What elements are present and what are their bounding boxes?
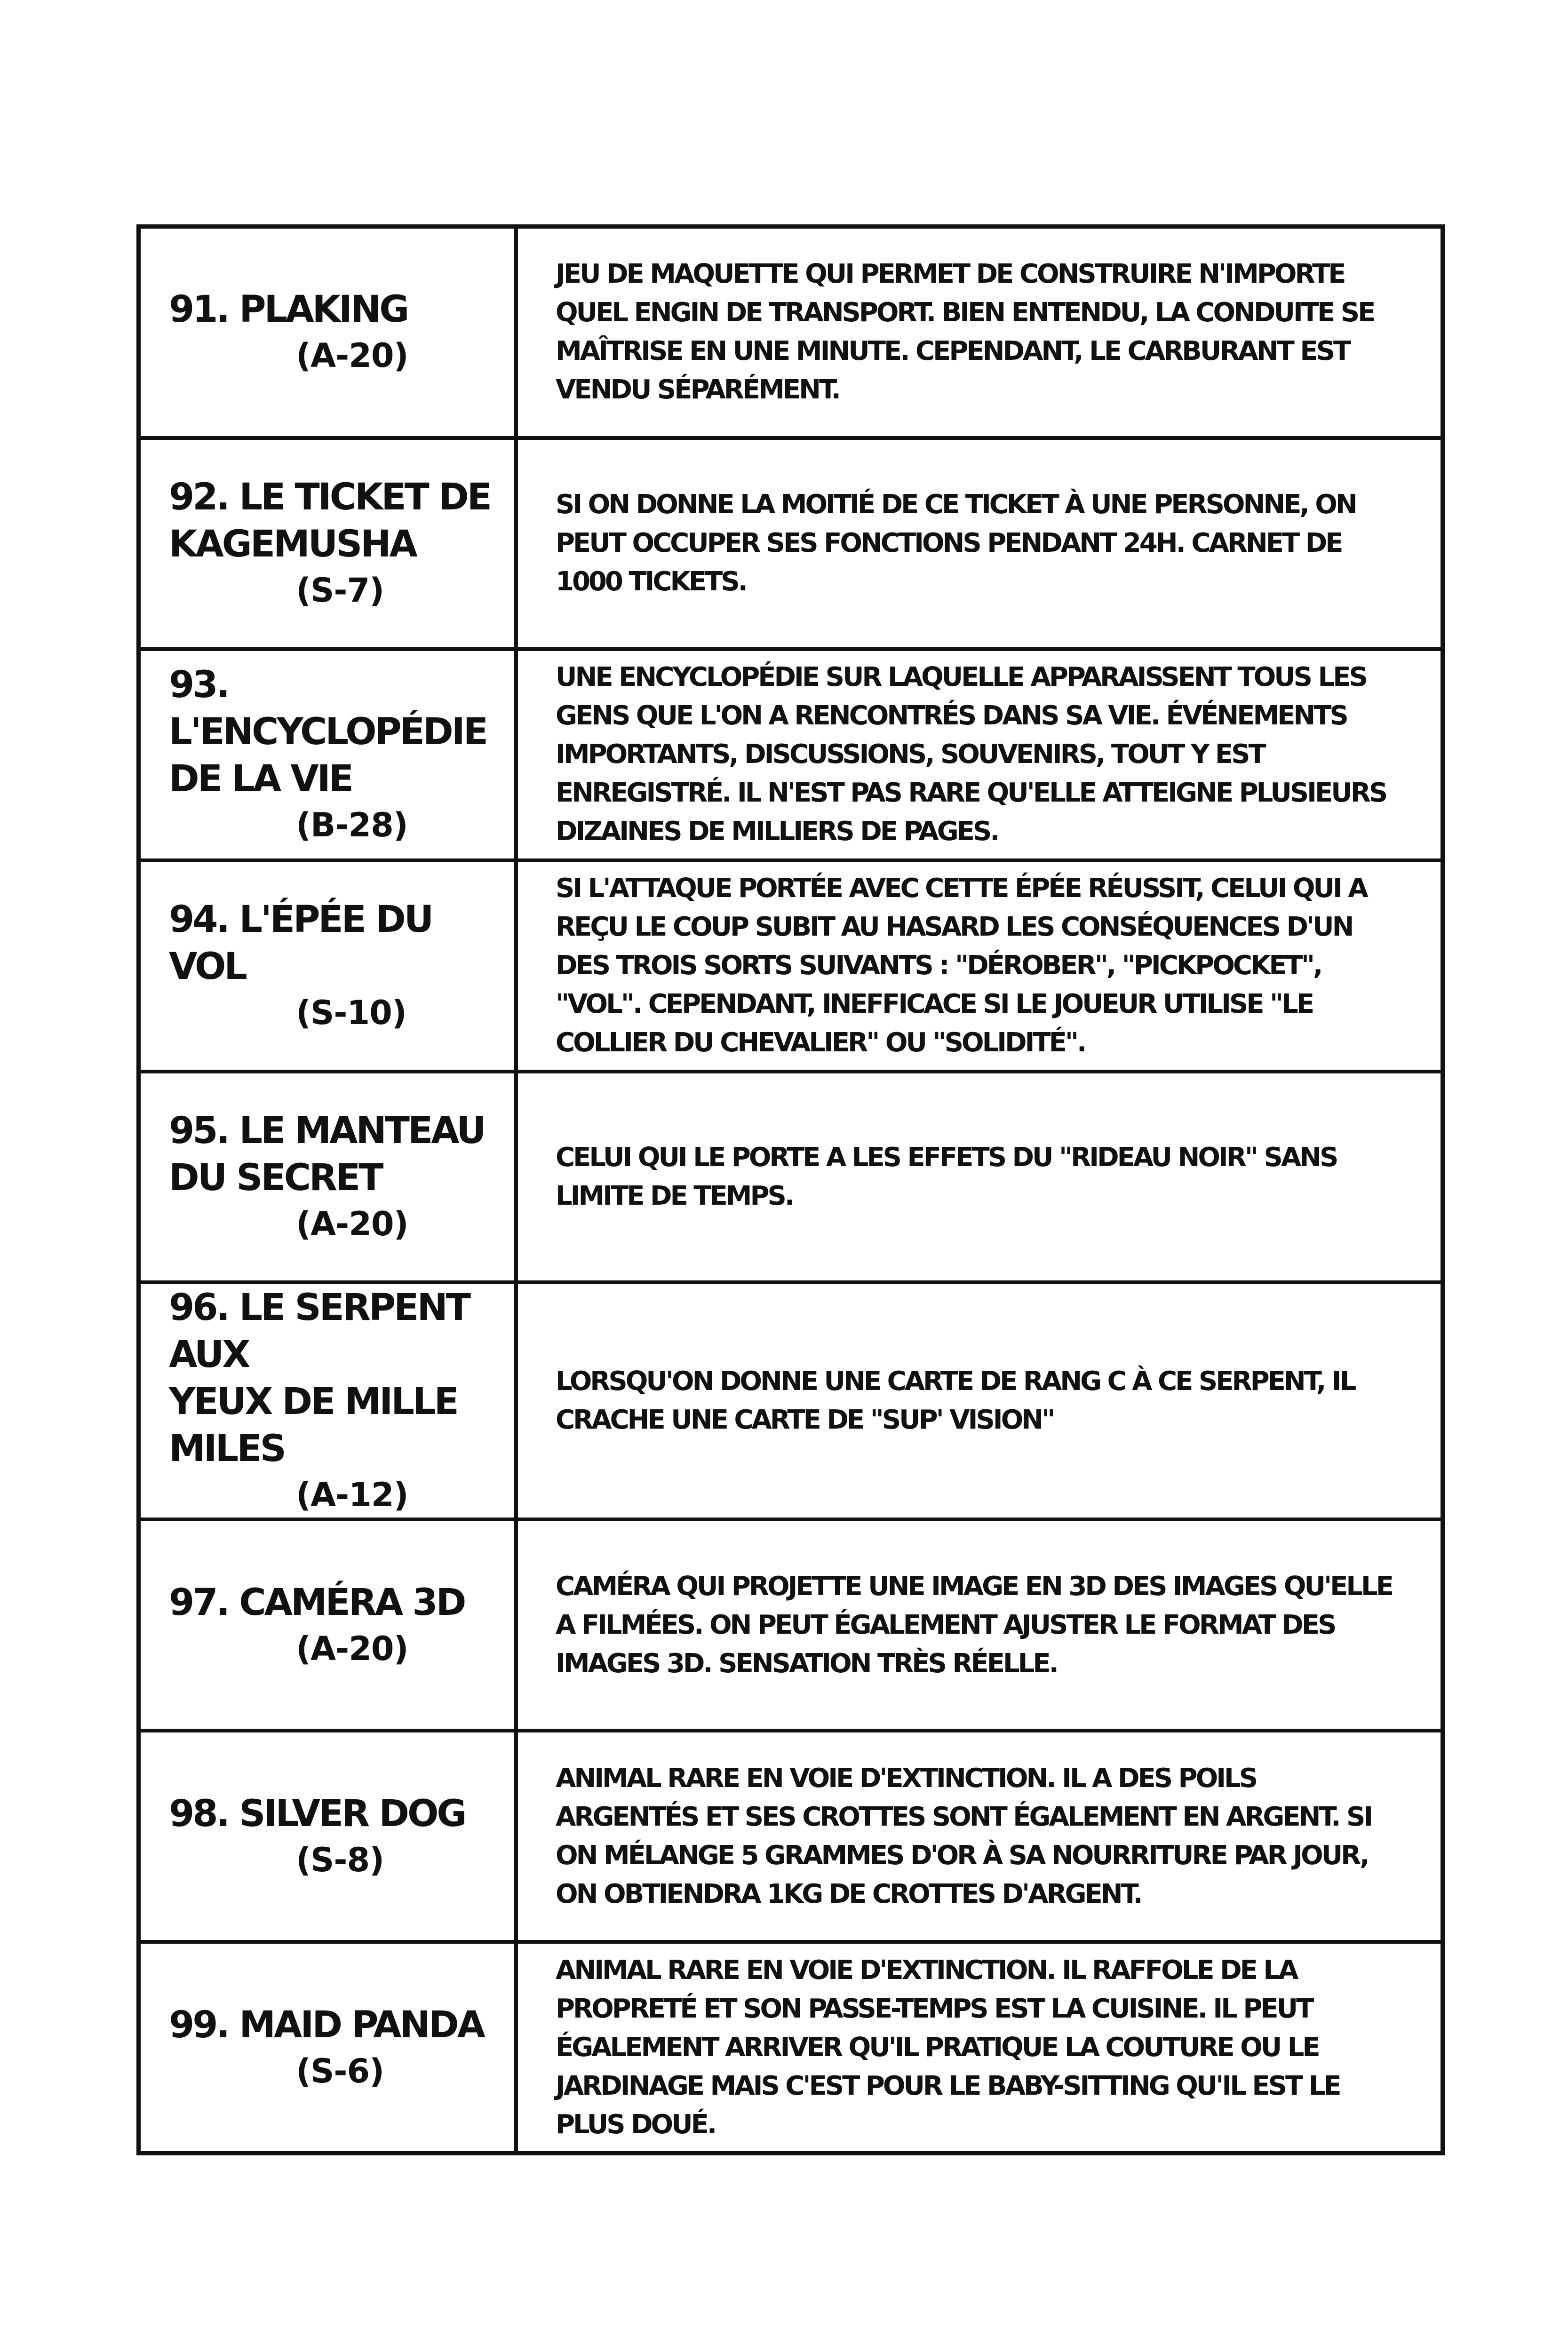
card-name-cell — [141, 1944, 518, 2151]
card-row-96 — [141, 1284, 1441, 1521]
card-rank-code: (A-20) — [296, 1629, 408, 1668]
card-description-cell — [518, 1944, 1441, 2151]
card-name: 99. MAID PANDA — [169, 2003, 484, 2046]
card-name-cell — [141, 1732, 518, 1940]
card-rank-code: (S-8) — [296, 1840, 384, 1879]
card-rank-code: (A-20) — [296, 1204, 408, 1243]
card-description: ANIMAL RARE EN VOIE D'EXTINCTION. IL RAFFOLE DE LA PROPRETÉ ET SON PASSE-TEMPS EST LA CUISINE. IL PEUT ÉGALEMENT ARRIVER QU'IL PRATIQUE LA COUTURE OU LE JARDINAGE MAIS C'EST POUR LE BABY-SITTING QU'IL EST LE PLUS DOUÉ. — [556, 1955, 1340, 2140]
card-rank-code: (B-28) — [296, 806, 408, 845]
card-rank-code: (A-12) — [296, 1476, 408, 1515]
card-description: JEU DE MAQUETTE QUI PERMET DE CONSTRUIRE N'IMPORTE QUEL ENGIN DE TRANSPORT. BIEN ENTENDU, LA CONDUITE SE MAÎTRISE EN UNE MINUTE. CEPENDANT, LE CARBURANT EST VENDU SÉPARÉMENT. — [556, 259, 1374, 405]
card-row-91 — [141, 229, 1441, 440]
card-name: 91. PLAKING — [169, 288, 408, 331]
card-description-cell — [518, 229, 1441, 436]
card-rank-code: (S-10) — [296, 993, 406, 1033]
card-description-cell — [518, 440, 1441, 647]
card-description: UNE ENCYCLOPÉDIE SUR LAQUELLE APPARAISSENT TOUS LES GENS QUE L'ON A RENCONTRÉS DANS SA VIE. ÉVÉNEMENTS IMPORTANTS, DISCUSSIONS, SOUVENIRS, TOUT Y EST ENREGISTRÉ. IL N'EST PAS RARE QU'ELLE ATTEIGNE PLUSIEURS DIZAINES DE MILLIERS DE PAGES. — [556, 662, 1386, 847]
card-row-92 — [141, 440, 1441, 651]
card-row-98 — [141, 1732, 1441, 1944]
card-name: 95. LE MANTEAU DU SECRET — [169, 1109, 485, 1199]
card-description-cell — [518, 1732, 1441, 1940]
card-row-95 — [141, 1073, 1441, 1285]
card-row-99 — [141, 1944, 1441, 2151]
card-name: 94. L'ÉPÉE DU VOL — [169, 898, 432, 988]
card-name-cell — [141, 1521, 518, 1729]
card-name-cell — [141, 1073, 518, 1281]
card-name-cell — [141, 651, 518, 858]
card-rank-code: (S-6) — [296, 2051, 384, 2090]
card-list-table — [136, 224, 1445, 2155]
card-row-94 — [141, 862, 1441, 1073]
card-description: CAMÉRA QUI PROJETTE UNE IMAGE EN 3D DES IMAGES QU'ELLE A FILMÉES. ON PEUT ÉGALEMENT AJUSTER LE FORMAT DES IMAGES 3D. SENSATION TRÈS RÉELLE. — [556, 1571, 1392, 1679]
card-name: 98. SILVER DOG — [169, 1792, 465, 1835]
card-name: 97. CAMÉRA 3D — [169, 1581, 465, 1624]
card-description: SI ON DONNE LA MOITIÉ DE CE TICKET À UNE PERSONNE, ON PEUT OCCUPER SES FONCTIONS PENDANT 24H. CARNET DE 1000 TICKETS. — [556, 489, 1356, 597]
card-rank-code: (A-20) — [296, 336, 408, 375]
card-name-cell — [141, 862, 518, 1070]
card-row-97 — [141, 1521, 1441, 1732]
card-name-cell — [141, 229, 518, 436]
card-row-93 — [141, 651, 1441, 862]
card-description: LORSQU'ON DONNE UNE CARTE DE RANG C À CE SERPENT, IL CRACHE UNE CARTE DE "SUP' VISION" — [556, 1366, 1355, 1436]
card-description: ANIMAL RARE EN VOIE D'EXTINCTION. IL A DES POILS ARGENTÉS ET SES CROTTES SONT ÉGALEMENT EN ARGENT. SI ON MÉLANGE 5 GRAMMES D'OR À SA NOURRITURE PAR JOUR, ON OBTIENDRA 1KG DE CROTTES D'ARGENT. — [556, 1763, 1372, 1909]
card-description: SI L'ATTAQUE PORTÉE AVEC CETTE ÉPÉE RÉUSSIT, CELUI QUI A REÇU LE COUP SUBIT AU HASARD LES CONSÉQUENCES D'UN DES TROIS SORTS SUIVANTS : "DÉROBER", "PICKPOCKET", "VOL". CEPENDANT, INEFFICACE SI LE JOUEUR UTILISE "LE COLLIER DU CHEVALIER" OU "SOLIDITÉ". — [556, 873, 1367, 1058]
card-description-cell — [518, 1284, 1441, 1518]
card-description-cell — [518, 1521, 1441, 1729]
card-name: 93. L'ENCYCLOPÉDIE DE LA VIE — [169, 664, 487, 801]
card-name: 96. LE SERPENT AUX YEUX DE MILLE MILES — [169, 1287, 469, 1470]
card-description: CELUI QUI LE PORTE A LES EFFETS DU "RIDEAU NOIR" SANS LIMITE DE TEMPS. — [556, 1142, 1337, 1211]
card-name-cell — [141, 440, 518, 647]
card-name-cell — [141, 1284, 518, 1518]
card-description-cell — [518, 1073, 1441, 1281]
card-description-cell — [518, 862, 1441, 1070]
card-rank-code: (S-7) — [296, 571, 384, 610]
card-name: 92. LE TICKET DE KAGEMUSHA — [169, 476, 491, 566]
card-description-cell — [518, 651, 1441, 858]
